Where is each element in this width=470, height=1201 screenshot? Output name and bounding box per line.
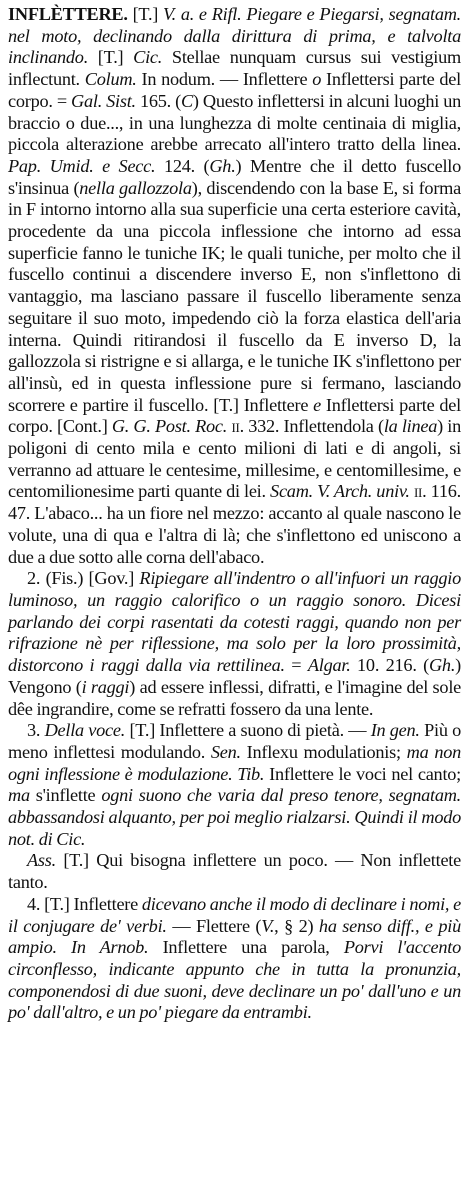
text-segment: ), discendendo con la base E, si forma in F intorno intorno alla sua superficie una certa esteriore cavità, procedente da una piccola inflessione che intorno ad essa superficie fanno le tuniche IK; le quali tuniche, per molto che il fuscello continui a discendere inverso E, non s'inflettono di vantaggio, ma lasciano passare il fuscello liberamente senza seguitare il suo moto, impedendo ciò la forza elastica dell'aria interna. Quindi ritirandosi il fuscello da E inverso D, la gallozzola si ristrigne e si allarga, e le tuniche IK s'inflettono per all'insù, ed in questa inflessione pure si fermano, lasciando scorrere e partire il fuscello. [T.] Inflettere	[8, 177, 461, 415]
text-segment: ) Questo inflettersi in alcuni luoghi un braccio o due..., in una lunghezza di molte centinaia di miglia, piccola alterazione arebbe arrecato all'intero tratto della linea.	[8, 90, 461, 155]
italic-text: Gh.	[428, 655, 456, 676]
text-segment: ) ad essere inflessi, difratti, e l'imagine del sole dêe ingrandire, come se refratti fossero da una lente.	[8, 676, 462, 719]
italic-text: ha senso diff., e più ampio. In Arnob.	[8, 915, 461, 958]
text-segment: ii	[413, 481, 423, 502]
italic-text: Scam. V. Arch. univ.	[270, 481, 410, 502]
text-segment: ) Vengono (	[8, 655, 461, 697]
italic-text: Ass.	[27, 850, 56, 871]
entry-paragraph-1	[8, 4, 461, 568]
entry-paragraph-4	[8, 850, 461, 893]
text-segment: Stellae nunquam cursus sui vestigium inflectunt.	[8, 47, 461, 90]
italic-text: Gal. Sist.	[71, 90, 136, 111]
text-segment: s'inflette	[29, 785, 102, 806]
entry-paragraph-5	[8, 894, 461, 1024]
text-segment: 2. (Fis.) [Gov.]	[27, 568, 140, 589]
entry-paragraph-3	[8, 720, 461, 850]
text-segment: 124. (	[155, 155, 210, 176]
italic-text: Gh.	[209, 155, 236, 176]
italic-text: o	[312, 69, 322, 90]
italic-text: Cic.	[133, 47, 163, 68]
dictionary-entry	[8, 4, 461, 1024]
italic-text: C	[180, 90, 193, 111]
text-segment: =	[284, 655, 308, 676]
headword: INFLÈTTERE.	[8, 4, 128, 24]
italic-text: e	[313, 394, 321, 415]
italic-text: Pap. Umid. e Secc.	[8, 155, 156, 176]
text-segment: In nodum. — Inflettere	[136, 69, 313, 90]
text-segment: . 116. 47. L'abaco... ha un fiore nel mezzo: accanto al quale nascono le volute, una di qua e l'altra di là; che s'inflettono ed uniscono a due a due sotto alle corna dell'abaco.	[8, 481, 461, 567]
text-segment: Inflettersi parte del corpo. [Cont.]	[8, 394, 461, 437]
text-segment: ) Mentre che il detto fuscello s'insinua (	[8, 155, 461, 198]
text-segment: [T.]	[88, 47, 134, 68]
italic-text: Sen.	[210, 741, 241, 762]
text-segment: 10. 216. (	[350, 655, 429, 676]
italic-text: dicevano anche il modo di declinare i nomi, e il conjugare de' verbi.	[8, 893, 461, 936]
text-segment: Inflexu modulationis;	[240, 741, 407, 762]
italic-text: la linea	[383, 416, 438, 437]
text-segment: — Flettere (	[166, 915, 262, 936]
italic-text: ma non ogni inflessione è modulazione. Tib.	[8, 741, 461, 784]
italic-text: i raggi	[81, 676, 130, 697]
text-segment: ) in poligoni di cento mila e cento milioni di lati e di angoli, si verranno ad attuare le centesime, millesime, e centomillesime, e centomilionesime parti quante di lei.	[8, 416, 461, 502]
text-segment: , § 2)	[274, 915, 319, 936]
text-segment: . 332. Inflettendola (	[239, 416, 384, 437]
text-segment: Inflettere una parola,	[148, 937, 344, 958]
italic-text: Colum.	[84, 69, 137, 90]
text-segment: 3.	[27, 720, 45, 741]
italic-text: Algar.	[307, 655, 351, 676]
italic-text: V.	[261, 915, 275, 936]
italic-text: ma	[8, 785, 30, 806]
italic-text: Ripiegare all'indentro o all'infuori un raggio luminoso, un raggio calorifico o un raggio sonoro. Dicesi parlando dei corpi rasentati da cotesti raggi, quando non per rifrazione nè per riflessione, ma solo per la loro prossimità, distorcono i raggi dalla via rettilinea.	[8, 568, 461, 676]
text-segment: ii	[231, 416, 240, 437]
italic-text: ogni suono che varia dal preso tenore, segnatam. abbassandosi alquanto, per poi meglio rialzarsi. Quindi il modo not. di Cic.	[8, 785, 461, 849]
italic-text: Della voce.	[44, 720, 126, 741]
italic-text: In gen.	[370, 720, 420, 741]
text-segment: Più o meno inflettesi modulando.	[8, 720, 461, 762]
text-segment: Inflettersi parte del corpo. =	[8, 69, 461, 111]
italic-text: V. a. e Rifl. Piegare e Piegarsi, segnatam. nel moto, declinando dalla dirittura di prima, e talvolta inclinando.	[8, 4, 461, 68]
italic-text: Porvi l'accento circonflesso, indicante appunto che in tutta la pronunzia, componendosi di due suoni, deve declinare un po' dall'uno e un po' dall'altro, e un po' piegare da entrambi.	[8, 937, 461, 1023]
text-segment: [T.] Inflettere a suono di pietà. —	[125, 720, 371, 741]
italic-text: G. G. Post. Roc.	[111, 416, 228, 437]
text-segment: [T.]	[127, 4, 164, 24]
text-segment: 165. (	[135, 90, 181, 111]
text-segment: [T.] Qui bisogna inflettere un poco. — Non inflettete tanto.	[8, 850, 461, 893]
entry-paragraph-2	[8, 568, 461, 720]
text-segment: 4. [T.] Inflettere	[27, 893, 142, 914]
text-segment: Inflettere le voci nel canto;	[264, 763, 461, 784]
italic-text: nella gallozzola	[79, 177, 192, 198]
